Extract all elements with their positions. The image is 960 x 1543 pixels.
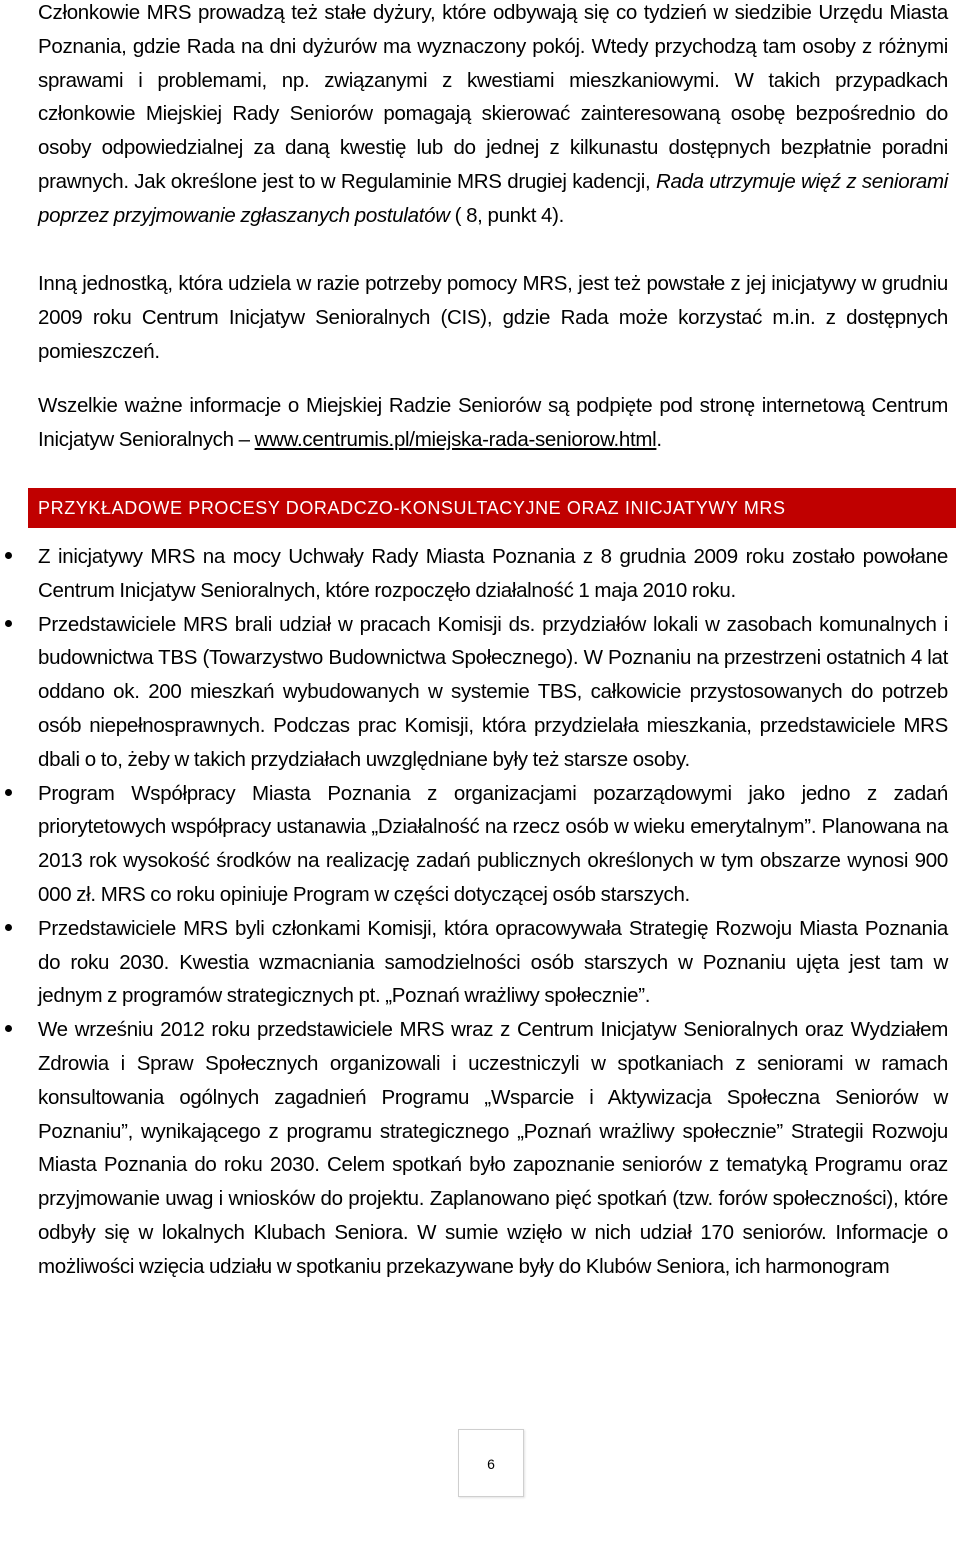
paragraph-duty-hours xyxy=(38,0,948,233)
paragraph-text: ( 8, punkt 4). xyxy=(449,203,565,227)
paragraph-cis xyxy=(38,267,948,368)
list-item xyxy=(0,912,948,1013)
paragraph-text: Członkowie MRS prowadzą też stałe dyżury, które odbywają się co tydzień w siedzibie Urzędu Miasta Poznania, gdzie Rada na dni dyżurów ma wyznaczony pokój. Wtedy przychodzą tam osoby z różnymi sprawami i problemami, np. związanymi z kwestiami mieszkaniowymi. W takich przypadkach członkowie Miejskiej Rady Seniorów pomagają skierować zainteresowaną osobę bezpośrednio do osoby odpowiedzialnej za daną kwestię lub do jednej z kilkunastu dostępnych bezpłatnie poradni prawnych. Jak określone jest to w Regulaminie MRS drugiej kadencji, xyxy=(38,1,948,193)
list-item xyxy=(0,608,948,777)
list-item-text: Z inicjatywy MRS na mocy Uchwały Rady Miasta Poznania z 8 grudnia 2009 roku zostało powołane Centrum Inicjatyw Senioralnych, które rozpoczęło działalność 1 maja 2010 roku. xyxy=(38,545,948,602)
initiatives-list xyxy=(0,540,960,1284)
paragraph-text: . xyxy=(656,427,662,451)
list-item xyxy=(0,540,948,608)
bullet-icon xyxy=(5,620,12,627)
list-item xyxy=(0,777,948,912)
list-item-text: Program Współpracy Miasta Poznania z organizacjami pozarządowymi jako jedno z zadań priorytetowych współpracy ustanawia „Działalność na rzecz osób w wieku emerytalnym”. Planowana na 2013 rok wysokość środków na realizację zadań publicznych określonych w tym obszarze wynosi 900 000 zł. MRS co roku opiniuje Program w części dotyczącej osób starszych. xyxy=(38,781,948,906)
section-heading: PRZYKŁADOWE PROCESY DORADCZO-KONSULTACYJNE ORAZ INICJATYWY MRS xyxy=(28,488,956,528)
bullet-icon xyxy=(5,789,12,796)
bullet-icon xyxy=(5,924,12,931)
bullet-icon xyxy=(5,1025,12,1032)
list-item-text: Przedstawiciele MRS byli członkami Komisji, która opracowywała Strategię Rozwoju Miasta Poznania do roku 2030. Kwestia wzmacniania samodzielności osób starszych w Poznaniu ujęta jest tam w jednym z programów strategicznych pt. „Poznań wrażliwy społecznie”. xyxy=(38,916,948,1008)
paragraph-text: Wszelkie ważne informacje o Miejskiej Radzie Seniorów są podpięte pod stronę internetową Centrum Inicjatyw Senioralnych – xyxy=(38,394,948,451)
regulation-quote: Rada utrzymuje więź z seniorami poprzez przyjmowanie zgłaszanych postulatów xyxy=(38,169,948,227)
paragraph-text: Inną jednostką, która udziela w razie potrzeby pomocy MRS, jest też powstałe z jej inicjatywy w grudniu 2009 roku Centrum Inicjatyw Senioralnych (CIS), gdzie Rada może korzystać m.in. z dostępnych pomieszczeń. xyxy=(38,272,948,363)
bullet-icon xyxy=(5,552,12,559)
paragraph-website xyxy=(38,389,948,457)
list-item-text: Przedstawiciele MRS brali udział w pracach Komisji ds. przydziałów lokali w zasobach komunalnych i budownictwa TBS (Towarzystwo Budownictwa Społecznego). W Poznaniu na przestrzeni ostatnich 4 lat oddano ok. 200 mieszkań wybudowanych w systemie TBS, całkowicie przystosowanych do potrzeb osób niepełnosprawnych. Podczas prac Komisji, która przydzielała mieszkania, przedstawiciele MRS dbali o to, żeby w takich przydziałach uwzględniane były też starsze osoby. xyxy=(38,612,948,771)
list-item-text: We wrześniu 2012 roku przedstawiciele MRS wraz z Centrum Inicjatyw Senioralnych oraz Wydziałem Zdrowia i Spraw Społecznych organizowali i uczestniczyli w spotkaniach z seniorami w ramach konsultowania ogólnych zagadnień Programu „Wsparcie i Aktywizacja Społeczna Seniorów w Poznaniu”, wynikającego z programu strategicznego „Poznań wrażliwy społecznie” Strategii Rozwoju Miasta Poznania do roku 2030. Celem spotkań było zapoznanie seniorów z tematyką Programu oraz przyjmowanie uwag i wniosków do projektu. Zaplanowano pięć spotkań (tzw. forów społeczności), które odbyły się w lokalnych Klubach Seniora. W sumie wzięło w nich udział 170 seniorów. Informacje o możliwości wzięcia udziału w spotkaniu przekazywane były do Klubów Seniora, ich harmonogram xyxy=(38,1018,948,1278)
website-link[interactable]: www.centrumis.pl/miejska-rada-seniorow.html xyxy=(254,427,657,451)
list-item xyxy=(0,1013,948,1283)
page-number: 6 xyxy=(458,1429,524,1497)
